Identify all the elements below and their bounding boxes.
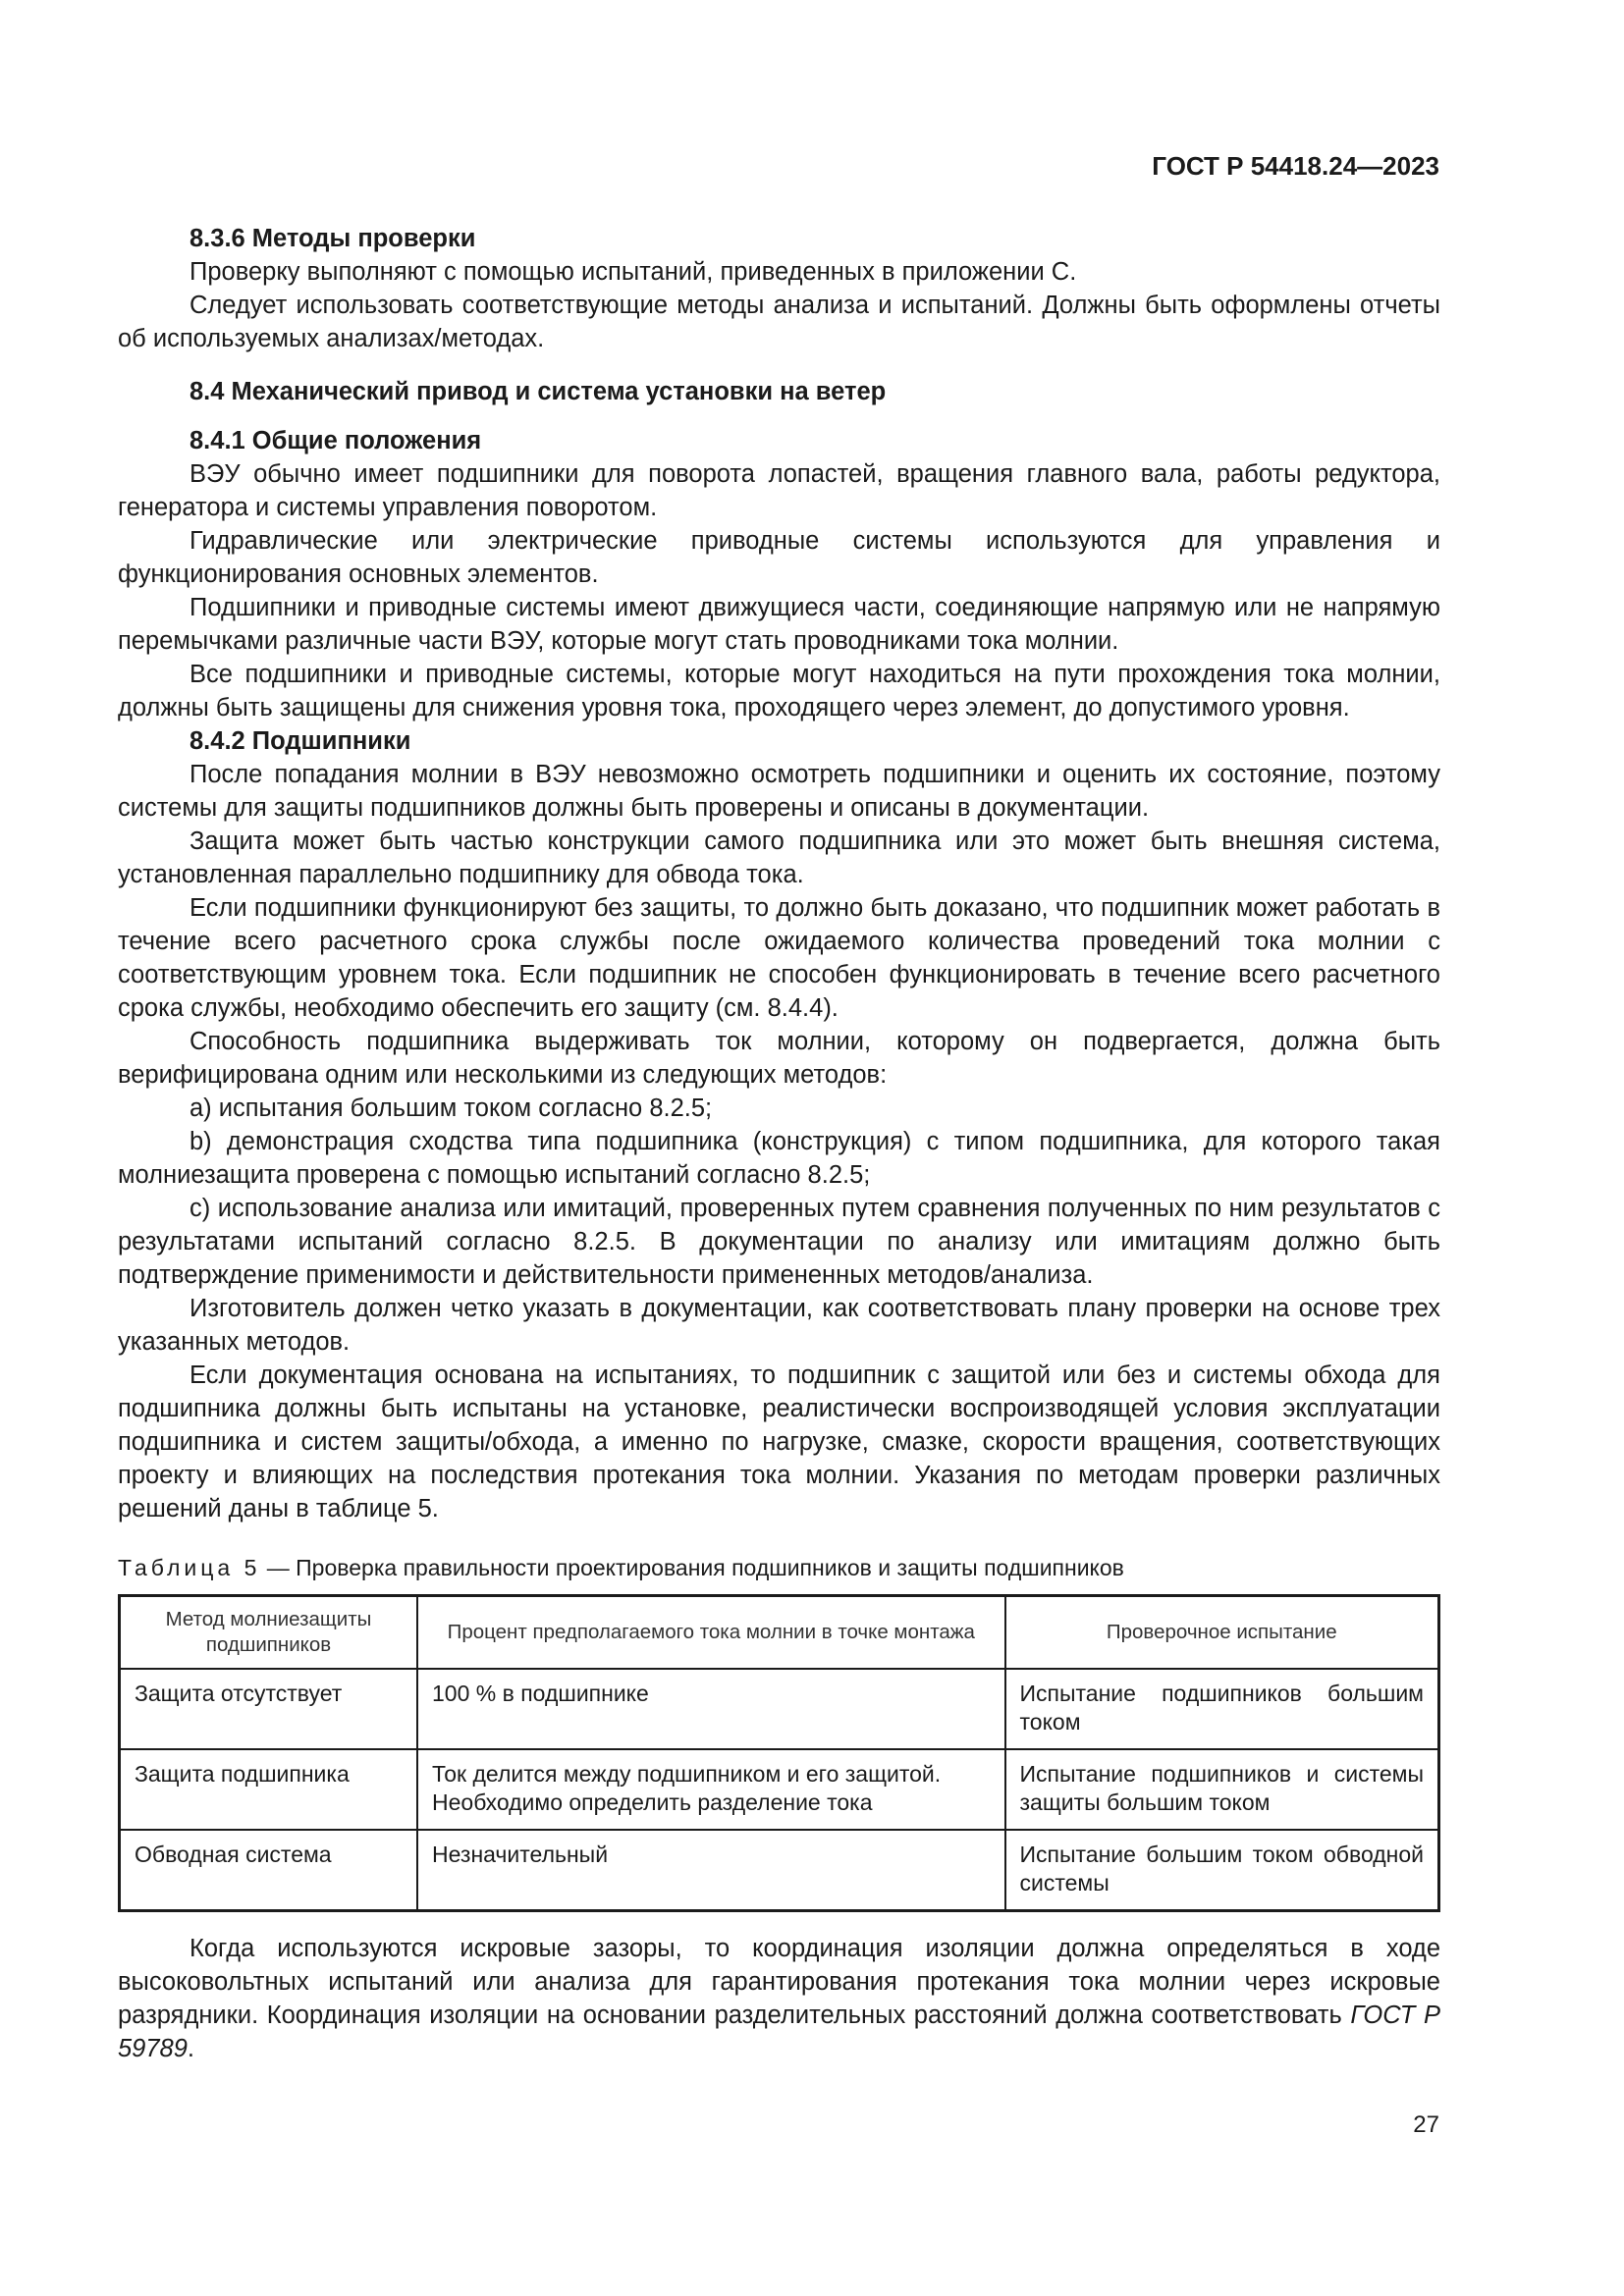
table-cell: 100 % в подшипнике (417, 1669, 1005, 1749)
paragraph: Способность подшипника выдерживать ток молнии, которому он подвергается, должна быть верифицирована одним или несколькими из следующих методов: (118, 1028, 1440, 1089)
table-row (120, 1749, 1439, 1830)
paragraph: После попадания молнии в ВЭУ невозможно осмотреть подшипники и оценить их состояние, поэтому системы для защиты подшипников должны быть проверены и описаны в документации. (118, 761, 1440, 822)
paragraph-text: Когда используются искровые зазоры, то координация изоляции должна определяться в ходе высоковольтных испытаний или анализа для гарантирования протекания тока молнии через искровые разрядники. Координация изоляции на основании разделительных расстояний должна соответствовать (118, 1935, 1440, 2029)
table-cell: Испытание подшипников и системы защиты большим током (1005, 1749, 1439, 1830)
section-heading-8-3-6: 8.3.6 Методы проверки (189, 225, 476, 252)
table-row (120, 1830, 1439, 1911)
table-cell: Испытание большим током обводной системы (1005, 1830, 1439, 1911)
standard-reference-link: ГОСТ Р 59789 (118, 2002, 1440, 2062)
list-item-a: а) испытания большим током согласно 8.2.5; (189, 1095, 713, 1122)
table-row (120, 1669, 1439, 1749)
paragraph: Все подшипники и приводные системы, которые могут находиться на пути прохождения тока молнии, должны быть защищены для снижения уровня тока, проходящего через элемент, до допустимого уровня. (118, 661, 1440, 721)
table-header-cell: Проверочное испытание (1005, 1596, 1439, 1670)
section-heading-8-4-2: 8.4.2 Подшипники (189, 727, 411, 755)
table-cell: Испытание подшипников большим током (1005, 1669, 1439, 1749)
document-body (118, 222, 1440, 2065)
table-caption-text: — Проверка правильности проектирования подшипников и защиты подшипников (260, 1555, 1124, 1580)
section-heading-8-4-1: 8.4.1 Общие положения (189, 427, 482, 454)
table-cell: Защита отсутствует (120, 1669, 418, 1749)
table-cell: Ток делится между подшипником и его защитой. Необходимо определить разделение тока (417, 1749, 1005, 1830)
paragraph: Защита может быть частью конструкции самого подшипника или это может быть внешняя система, установленная параллельно подшипнику для обвода тока. (118, 828, 1440, 888)
list-item-b: b) демонстрация сходства типа подшипника (конструкция) с типом подшипника, для которого такая молниезащита проверена с помощью испытаний согласно 8.2.5; (118, 1128, 1440, 1189)
paragraph: Изготовитель должен четко указать в документации, как соответствовать плану проверки на основе трех указанных методов. (118, 1295, 1440, 1356)
table-cell: Незначительный (417, 1830, 1005, 1911)
table-header-cell: Метод молниезащиты подшипников (120, 1596, 418, 1670)
verification-table (118, 1594, 1440, 1912)
table-caption-label: Таблица 5 (118, 1555, 261, 1580)
document-header: ГОСТ Р 54418.24—2023 (1152, 151, 1439, 181)
paragraph: Подшипники и приводные системы имеют движущиеся части, соединяющие напрямую или не напрямую перемычками различные части ВЭУ, которые могут стать проводниками тока молнии. (118, 594, 1440, 655)
page-number: 27 (1413, 2111, 1439, 2138)
table-cell: Обводная система (120, 1830, 418, 1911)
paragraph: Проверку выполняют с помощью испытаний, приведенных в приложении С. (189, 258, 1077, 286)
section-heading-8-4: 8.4 Механический привод и система установки на ветер (189, 378, 887, 405)
table-cell: Защита подшипника (120, 1749, 418, 1830)
table-header-cell: Процент предполагаемого тока молнии в точке монтажа (417, 1596, 1005, 1670)
paragraph: Если подшипники функционируют без защиты, то должно быть доказано, что подшипник может работать в течение всего расчетного срока службы после ожидаемого количества проведений тока молнии с соответствующим уровнем тока. Если подшипник не способен функционировать в течение всего расчетного срока службы, необходимо обеспечить его защиту (см. 8.4.4). (118, 894, 1440, 1022)
paragraph: Следует использовать соответствующие методы анализа и испытаний. Должны быть оформлены отчеты об используемых анализах/методах. (118, 292, 1440, 352)
paragraph: ВЭУ обычно имеет подшипники для поворота лопастей, вращения главного вала, работы редуктора, генератора и системы управления поворотом. (118, 460, 1440, 521)
list-item-c: с) использование анализа или имитаций, проверенных путем сравнения полученных по ним результатов с результатами испытаний согласно 8.2.5. В документации по анализу или имитациям должно быть подтверждение применимости и действительности примененных методов/анализа. (118, 1195, 1440, 1289)
paragraph: Гидравлические или электрические приводные системы используются для управления и функционирования основных элементов. (118, 527, 1440, 588)
table-header-row (120, 1596, 1439, 1670)
paragraph: Если документация основана на испытаниях, то подшипник с защитой или без и системы обхода для подшипника должны быть испытаны на установке, реалистически воспроизводящей условия эксплуатации подшипника и систем защиты/обхода, а именно по нагрузке, смазке, скорости вращения, соответствующих проекту и влияющих на последствия протекания тока молнии. Указания по методам проверки различных решений даны в таблице 5. (118, 1362, 1440, 1522)
table-caption (118, 1553, 1440, 1582)
paragraph-spark-gaps (118, 1932, 1440, 2065)
paragraph-end: . (187, 2035, 195, 2062)
